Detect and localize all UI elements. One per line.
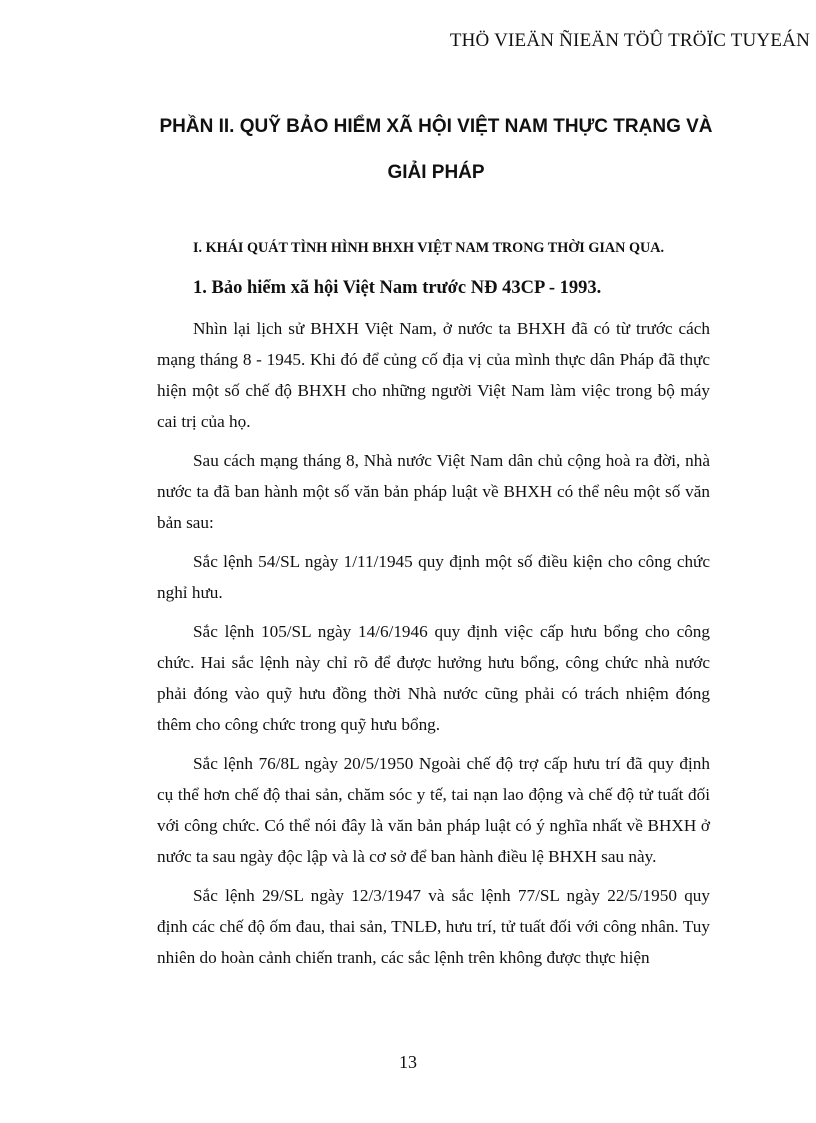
paragraph: Sắc lệnh 105/SL ngày 14/6/1946 quy định việc cấp hưu bổng cho công chức. Hai sắc lệnh này chỉ rõ để được hưởng hưu bổng, công chức nhà nước phải đóng vào quỹ hưu đồng thời Nhà nước cũng phải có trách nhiệm đóng thêm cho công chức trong quỹ hưu bổng. xyxy=(157,622,710,734)
paragraph: Sắc lệnh 54/SL ngày 1/11/1945 quy định một số điều kiện cho công chức nghỉ hưu. xyxy=(157,552,710,602)
subsection-heading: 1. Bảo hiểm xã hội Việt Nam trước NĐ 43CP - 1993. xyxy=(193,278,602,298)
page-number: 13 xyxy=(399,1052,417,1072)
paragraph: Sau cách mạng tháng 8, Nhà nước Việt Nam dân chủ cộng hoà ra đời, nhà nước ta đã ban hành một số văn bản pháp luật về BHXH có thể nêu một số văn bản sau: xyxy=(157,451,710,532)
section-heading: I. KHÁI QUÁT TÌNH HÌNH BHXH VIỆT NAM TRONG THỜI GIAN QUA. xyxy=(193,240,665,256)
part-title xyxy=(100,104,772,196)
body-text xyxy=(157,313,710,981)
paragraph: Sắc lệnh 76/8L ngày 20/5/1950 Ngoài chế độ trợ cấp hưu trí đã quy định cụ thể hơn chế độ thai sản, chăm sóc y tế, tai nạn lao động và chế độ tử tuất đối với công chức. Có thể nói đây là văn bản pháp luật có ý nghĩa nhất về BHXH ở nước ta sau ngày độc lập và là cơ sở để ban hành điều lệ BHXH sau này. xyxy=(157,754,710,866)
part-title-line-2: GIẢI PHÁP xyxy=(387,162,485,183)
paragraph: Sắc lệnh 29/SL ngày 12/3/1947 và sắc lệnh 77/SL ngày 22/5/1950 quy định các chế độ ốm đau, thai sản, TNLĐ, hưu trí, tử tuất đối với công nhân. Tuy nhiên do hoàn cảnh chiến tranh, các sắc lệnh trên không được thực hiện xyxy=(157,886,710,967)
part-title-line-1: PHẦN II. QUỸ BẢO HIỂM XÃ HỘI VIỆT NAM THỰC TRẠNG VÀ xyxy=(159,116,713,137)
paragraph: Nhìn lại lịch sử BHXH Việt Nam, ở nước ta BHXH đã có từ trước cách mạng tháng 8 - 1945. Khi đó để củng cố địa vị của mình thực dân Pháp đã thực hiện một số chế độ BHXH cho những người Việt Nam làm việc trong bộ máy cai trị của họ. xyxy=(157,319,710,431)
library-header: THÖ VIEÄN ÑIEÄN TÖÛ TRÖÏC TUYEÁN xyxy=(449,30,810,51)
